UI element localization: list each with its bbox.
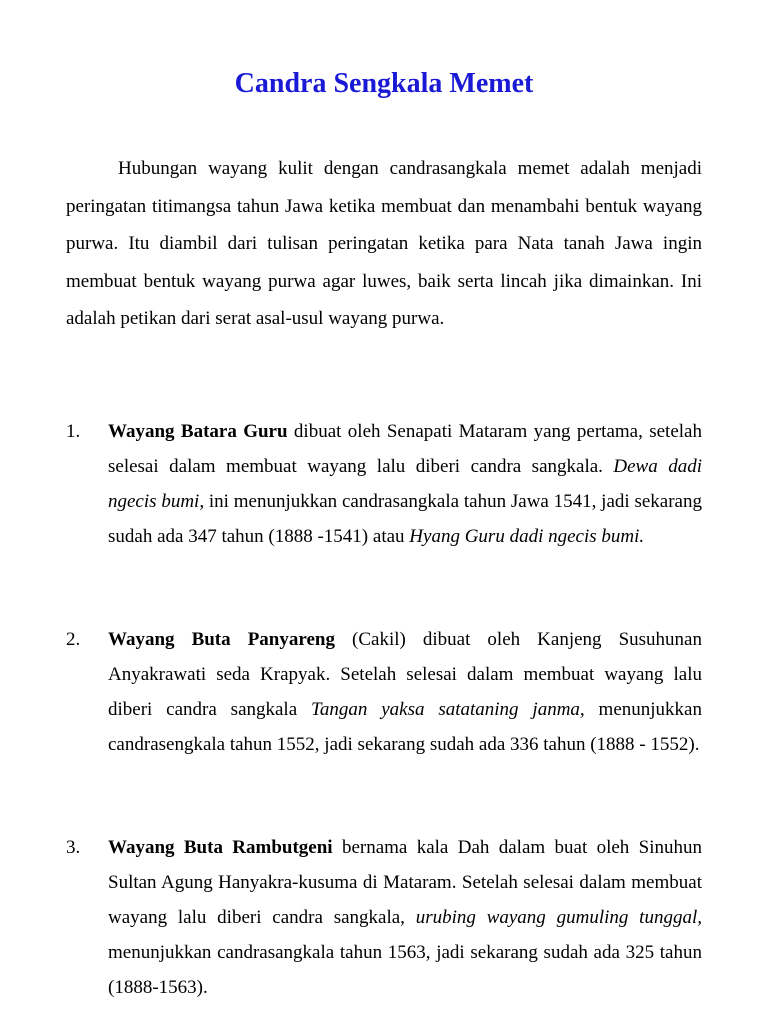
item-text-part: (Cakil) dibuat oleh Kanjeng Susuhunan Anyakrawati seda Krapyak. Setelah selesai dalam membuat wayang lalu diberi candra sangkala xyxy=(108,629,702,720)
list-item-text xyxy=(108,622,702,762)
item-text-part: dibuat oleh Senapati Mataram yang pertama, setelah selesai dalam membuat wayang lalu diberi candra sangkala. xyxy=(108,421,702,477)
candra-sangkala-phrase: Hyang Guru dadi ngecis bumi. xyxy=(409,526,645,547)
wayang-name: Wayang Batara Guru xyxy=(108,421,288,442)
list-item-text xyxy=(108,414,702,554)
intro-paragraph: Hubungan wayang kulit dengan candrasangkala memet adalah menjadi peringatan titimangsa tahun Jawa ketika membuat dan menambahi bentuk wayang purwa. Itu diambil dari tulisan peringatan ketika para Nata tanah Jawa ingin membuat bentuk wayang purwa agar luwes, baik serta lincah jika dimainkan. Ini adalah petikan dari serat asal-usul wayang purwa. xyxy=(66,158,702,329)
document-title: Candra Sengkala Memet xyxy=(234,68,534,99)
list-item-number: 1. xyxy=(66,421,81,442)
list-item-number: 3. xyxy=(66,837,81,858)
candra-sangkala-phrase: Tangan yaksa satataning janma, xyxy=(311,699,585,720)
list-item-text xyxy=(108,830,702,1005)
candra-sangkala-phrase: Dewa dadi ngecis bumi, xyxy=(108,456,702,512)
candra-sangkala-phrase: urubing wayang gumuling tunggal, xyxy=(415,907,702,928)
item-text-part: ini menunjukkan candrasangkala tahun Jawa 1541, jadi sekarang sudah ada 347 tahun (1888 -1541) atau xyxy=(108,491,702,547)
list-item-number: 2. xyxy=(66,629,81,650)
item-text-part: menunjukkan candrasangkala tahun 1563, jadi sekarang sudah ada 325 tahun (1888-1563). xyxy=(108,942,702,998)
item-text-part: bernama kala Dah dalam buat oleh Sinuhun Sultan Agung Hanyakra-kusuma di Mataram. Setelah selesai dalam membuat wayang lalu diberi candra sangkala, xyxy=(108,837,702,928)
wayang-name: Wayang Buta Rambutgeni xyxy=(108,837,333,858)
wayang-name: Wayang Buta Panyareng xyxy=(108,629,335,650)
item-text-part: menunjukkan candrasengkala tahun 1552, jadi sekarang sudah ada 336 tahun (1888 - 1552). xyxy=(108,699,702,755)
